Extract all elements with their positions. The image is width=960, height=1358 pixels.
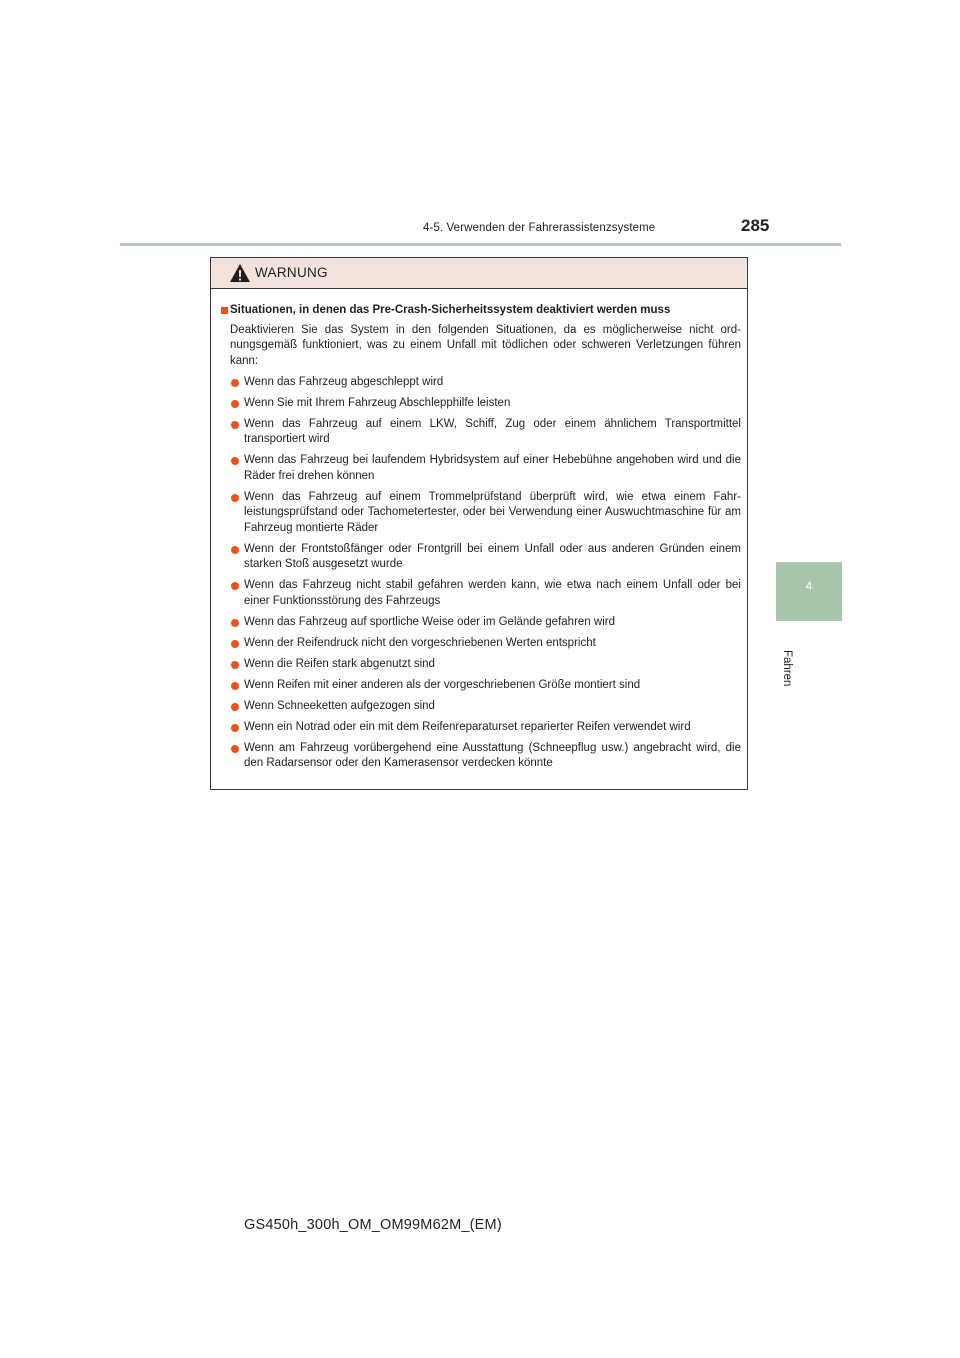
warning-list-item-text: Wenn das Fahrzeug auf einem Trommelprüfstand überprüft wird, wie etwa einem Fahrleistungsprüfstand oder Tachometertester, oder bei Verwendung einer Auswuchtmaschine für am Fahrzeug montierte Räder	[244, 490, 741, 534]
warning-list-item	[221, 375, 741, 391]
warning-list-item-text: Wenn Sie mit Ihrem Fahrzeug Abschlepphilfe leisten	[244, 396, 511, 409]
warning-body	[211, 289, 747, 772]
circle-bullet-icon	[231, 661, 239, 669]
warning-box	[210, 257, 748, 790]
circle-bullet-icon	[231, 745, 239, 753]
circle-bullet-icon	[231, 379, 239, 387]
circle-bullet-icon	[231, 400, 239, 408]
warning-list-item-text: Wenn das Fahrzeug abgeschleppt wird	[244, 375, 444, 388]
warning-list-item	[221, 542, 741, 573]
warning-list-item	[221, 678, 741, 694]
warning-list-item	[221, 741, 741, 772]
chapter-number: 4	[805, 579, 813, 593]
warning-list-item	[221, 396, 741, 412]
warning-list	[221, 375, 741, 772]
warning-list-item	[221, 720, 741, 736]
warning-list-item-text: Wenn der Reifendruck nicht den vorgeschriebenen Werten entspricht	[244, 636, 596, 649]
circle-bullet-icon	[231, 724, 239, 732]
warning-list-item-text: Wenn der Frontstoßfänger oder Frontgrill bei einem Unfall oder aus anderen Gründen einem starken Stoß ausgesetzt wurde	[244, 542, 741, 570]
chapter-tab	[776, 562, 842, 621]
footer-model-code: GS450h_300h_OM_OM99M62M_(EM)	[244, 1217, 502, 1233]
header-divider	[120, 243, 841, 246]
warning-list-item-text: Wenn Schneeketten aufgezogen sind	[244, 699, 435, 712]
warning-list-item	[221, 490, 741, 537]
warning-title: WARNUNG	[255, 265, 328, 280]
circle-bullet-icon	[231, 421, 239, 429]
circle-bullet-icon	[231, 619, 239, 627]
chapter-title: Fahren	[781, 650, 793, 687]
circle-bullet-icon	[231, 582, 239, 590]
warning-list-item-text: Wenn das Fahrzeug bei laufendem Hybridsystem auf einer Hebebühne angehoben wird und die Räder frei drehen können	[244, 454, 741, 482]
page-number: 285	[741, 216, 770, 235]
warning-list-item-text: Wenn das Fahrzeug auf einem LKW, Schiff, Zug oder einem ähnlichem Transportmittel transportiert wird	[244, 417, 741, 445]
warning-header	[211, 258, 747, 289]
circle-bullet-icon	[231, 703, 239, 711]
warning-section-heading	[221, 303, 741, 319]
section-title: 4-5. Verwenden der Fahrerassistenzsysteme	[423, 222, 656, 234]
warning-section-heading-text: Situationen, in denen das Pre-Crash-Sicherheitssystem deaktiviert werden muss	[230, 304, 671, 316]
circle-bullet-icon	[231, 682, 239, 690]
circle-bullet-icon	[231, 494, 239, 502]
warning-list-item-text: Wenn das Fahrzeug auf sportliche Weise oder im Gelände gefahren wird	[244, 615, 615, 628]
warning-intro: Deaktivieren Sie das System in den folgenden Situationen, da es möglicherweise nicht ordnungsgemäß funktioniert, was zu einem Unfall mit tödlichen oder schweren Verletzungen führen kann:	[230, 323, 741, 367]
warning-list-item	[221, 699, 741, 715]
warning-list-item	[221, 453, 741, 484]
circle-bullet-icon	[231, 640, 239, 648]
warning-list-item-text: Wenn am Fahrzeug vorübergehend eine Ausstattung (Schneepflug usw.) angebracht wird, die den Radarsensor oder den Kamerasensor verdecken könnte	[244, 741, 741, 769]
warning-list-item-text: Wenn Reifen mit einer anderen als der vorgeschriebenen Größe montiert sind	[244, 678, 641, 691]
warning-list-item-text: Wenn die Reifen stark abgenutzt sind	[244, 657, 435, 670]
warning-list-item	[221, 636, 741, 652]
circle-bullet-icon	[231, 457, 239, 465]
warning-list-item	[221, 578, 741, 609]
warning-list-item-text: Wenn das Fahrzeug nicht stabil gefahren werden kann, wie etwa nach einem Unfall oder bei einer Funktionsstörung des Fahrzeugs	[244, 579, 741, 607]
warning-list-item	[221, 417, 741, 448]
square-bullet-icon	[221, 307, 228, 314]
warning-triangle-icon	[229, 263, 251, 283]
warning-list-item-text: Wenn ein Notrad oder ein mit dem Reifenreparaturset reparierter Reifen verwendet wird	[244, 720, 691, 733]
circle-bullet-icon	[231, 546, 239, 554]
warning-list-item	[221, 657, 741, 673]
warning-list-item	[221, 615, 741, 631]
